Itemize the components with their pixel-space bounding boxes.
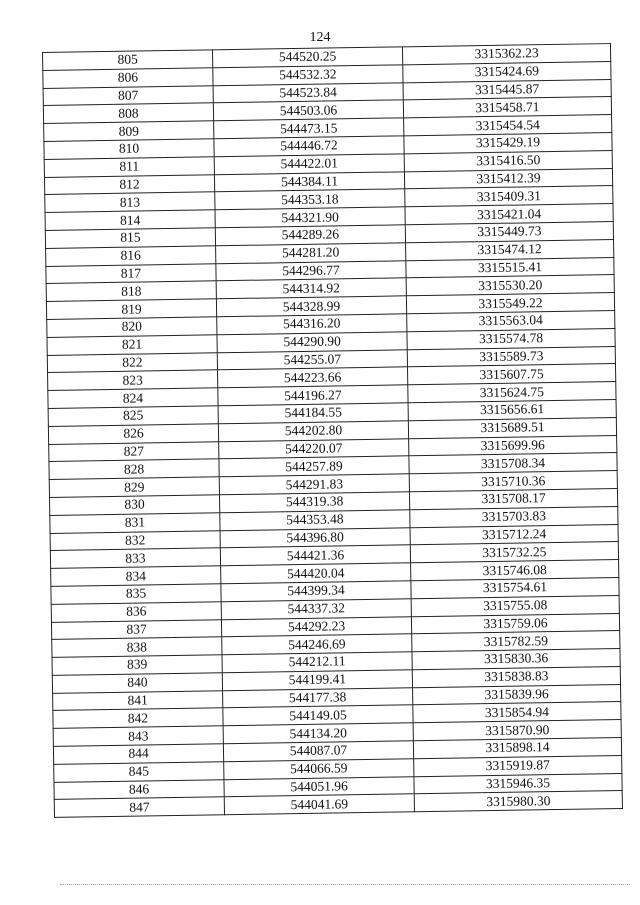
point-number-cell: 829 [49,477,219,497]
x-coordinate-cell: 544292.23 [221,616,411,637]
point-number-cell: 833 [50,548,220,568]
x-coordinate-cell: 544149.05 [223,705,413,726]
y-coordinate-cell: 3315416.50 [404,150,612,171]
point-number-cell: 812 [44,174,214,194]
point-number-cell: 808 [43,103,213,123]
point-number-cell: 837 [51,619,221,639]
y-coordinate-cell: 3315732.25 [410,542,618,563]
x-coordinate-cell: 544532.32 [213,65,403,86]
x-coordinate-cell: 544384.11 [214,171,404,192]
coordinates-table-body [43,44,623,818]
point-number-cell: 840 [52,673,222,693]
y-coordinate-cell: 3315746.08 [411,560,619,581]
y-coordinate-cell: 3315424.69 [403,61,611,82]
x-coordinate-cell: 544290.90 [217,332,407,353]
x-coordinate-cell: 544396.80 [220,527,410,548]
x-coordinate-cell: 544246.69 [222,634,412,655]
point-number-cell: 816 [46,246,216,266]
y-coordinate-cell: 3315445.87 [403,79,611,100]
y-coordinate-cell: 3315458.71 [403,97,611,118]
x-coordinate-cell: 544220.07 [219,438,409,459]
point-number-cell: 810 [44,139,214,159]
point-number-cell: 815 [45,228,215,248]
y-coordinate-cell: 3315830.36 [412,649,620,670]
y-coordinate-cell: 3315362.23 [402,44,610,65]
y-coordinate-cell: 3315898.14 [413,738,621,759]
point-number-cell: 836 [51,601,221,621]
point-number-cell: 841 [53,690,223,710]
footer-divider [60,884,630,885]
y-coordinate-cell: 3315421.04 [405,204,613,225]
point-number-cell: 847 [54,797,224,817]
x-coordinate-cell: 544051.96 [224,776,414,797]
x-coordinate-cell: 544255.07 [217,349,407,370]
point-number-cell: 824 [48,388,218,408]
y-coordinate-cell: 3315454.54 [404,115,612,136]
x-coordinate-cell: 544196.27 [218,385,408,406]
point-number-cell: 845 [54,762,224,782]
x-coordinate-cell: 544314.92 [216,278,406,299]
x-coordinate-cell: 544199.41 [222,670,412,691]
y-coordinate-cell: 3315708.17 [409,488,617,509]
x-coordinate-cell: 544184.55 [218,403,408,424]
x-coordinate-cell: 544296.77 [216,260,406,281]
x-coordinate-cell: 544422.01 [214,154,404,175]
point-number-cell: 826 [48,424,218,444]
x-coordinate-cell: 544041.69 [224,794,414,815]
point-number-cell: 807 [43,85,213,105]
y-coordinate-cell: 3315703.83 [410,506,618,527]
x-coordinate-cell: 544291.83 [219,474,409,495]
y-coordinate-cell: 3315854.94 [413,702,621,723]
x-coordinate-cell: 544503.06 [213,100,403,121]
y-coordinate-cell: 3315919.87 [414,755,622,776]
y-coordinate-cell: 3315624.75 [408,382,616,403]
y-coordinate-cell: 3315449.73 [405,222,613,243]
y-coordinate-cell: 3315589.73 [407,346,615,367]
y-coordinate-cell: 3315710.36 [409,471,617,492]
x-coordinate-cell: 544353.18 [215,189,405,210]
point-number-cell: 817 [46,263,216,283]
x-coordinate-cell: 544319.38 [219,492,409,513]
x-coordinate-cell: 544446.72 [214,136,404,157]
coordinates-table [42,43,623,818]
point-number-cell: 843 [53,726,223,746]
x-coordinate-cell: 544520.25 [212,47,402,68]
y-coordinate-cell: 3315563.04 [407,310,615,331]
page-number: 124 [309,30,331,45]
x-coordinate-cell: 544289.26 [215,225,405,246]
x-coordinate-cell: 544202.80 [218,421,408,442]
y-coordinate-cell: 3315838.83 [412,666,620,687]
point-number-cell: 819 [46,299,216,319]
y-coordinate-cell: 3315946.35 [414,773,622,794]
y-coordinate-cell: 3315980.30 [414,791,622,812]
y-coordinate-cell: 3315689.51 [408,417,616,438]
y-coordinate-cell: 3315782.59 [412,631,620,652]
y-coordinate-cell: 3315656.61 [408,399,616,420]
y-coordinate-cell: 3315754.61 [411,577,619,598]
y-coordinate-cell: 3315429.19 [404,133,612,154]
point-number-cell: 839 [52,655,222,675]
point-number-cell: 825 [48,406,218,426]
y-coordinate-cell: 3315515.41 [406,257,614,278]
x-coordinate-cell: 544420.04 [221,563,411,584]
y-coordinate-cell: 3315530.20 [406,275,614,296]
point-number-cell: 813 [45,192,215,212]
y-coordinate-cell: 3315839.96 [413,684,621,705]
x-coordinate-cell: 544281.20 [216,243,406,264]
x-coordinate-cell: 544523.84 [213,82,403,103]
point-number-cell: 834 [51,566,221,586]
point-number-cell: 822 [47,352,217,372]
x-coordinate-cell: 544223.66 [218,367,408,388]
x-coordinate-cell: 544399.34 [221,581,411,602]
point-number-cell: 820 [47,317,217,337]
y-coordinate-cell: 3315474.12 [406,239,614,260]
point-number-cell: 818 [46,281,216,301]
point-number-cell: 838 [52,637,222,657]
point-number-cell: 805 [43,50,213,70]
y-coordinate-cell: 3315870.90 [413,720,621,741]
x-coordinate-cell: 544328.99 [216,296,406,317]
x-coordinate-cell: 544316.20 [217,314,407,335]
point-number-cell: 835 [51,584,221,604]
x-coordinate-cell: 544421.36 [220,545,410,566]
y-coordinate-cell: 3315699.96 [409,435,617,456]
point-number-cell: 842 [53,708,223,728]
x-coordinate-cell: 544353.48 [220,509,410,530]
y-coordinate-cell: 3315708.34 [409,453,617,474]
point-number-cell: 846 [54,779,224,799]
point-number-cell: 823 [48,370,218,390]
point-number-cell: 830 [49,495,219,515]
point-number-cell: 809 [44,121,214,141]
point-number-cell: 814 [45,210,215,230]
point-number-cell: 806 [43,68,213,88]
x-coordinate-cell: 544134.20 [223,723,413,744]
x-coordinate-cell: 544212.11 [222,652,412,673]
y-coordinate-cell: 3315607.75 [407,364,615,385]
y-coordinate-cell: 3315549.22 [406,293,614,314]
y-coordinate-cell: 3315409.31 [405,186,613,207]
x-coordinate-cell: 544321.90 [215,207,405,228]
y-coordinate-cell: 3315712.24 [410,524,618,545]
point-number-cell: 831 [50,512,220,532]
y-coordinate-cell: 3315574.78 [407,328,615,349]
point-number-cell: 811 [44,157,214,177]
x-coordinate-cell: 544177.38 [223,687,413,708]
x-coordinate-cell: 544473.15 [214,118,404,139]
y-coordinate-cell: 3315755.08 [411,595,619,616]
point-number-cell: 821 [47,335,217,355]
x-coordinate-cell: 544337.32 [221,598,411,619]
x-coordinate-cell: 544087.07 [223,741,413,762]
y-coordinate-cell: 3315759.06 [411,613,619,634]
point-number-cell: 832 [50,530,220,550]
point-number-cell: 844 [53,744,223,764]
point-number-cell: 827 [49,441,219,461]
y-coordinate-cell: 3315412.39 [404,168,612,189]
x-coordinate-cell: 544257.89 [219,456,409,477]
point-number-cell: 828 [49,459,219,479]
x-coordinate-cell: 544066.59 [224,759,414,780]
